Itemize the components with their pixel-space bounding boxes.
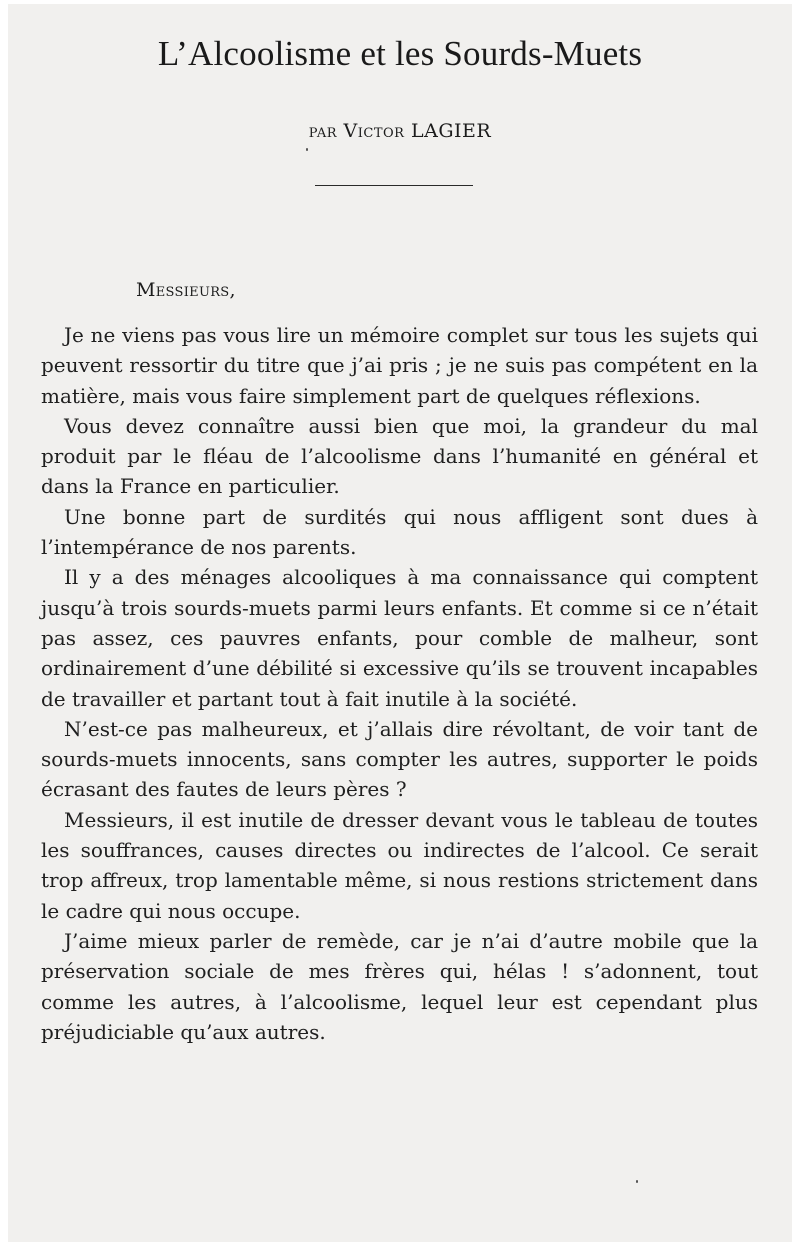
title-divider	[315, 185, 473, 186]
paragraph: J’aime mieux parler de remède, car je n’ai d’autre mobile que la préservation sociale de mes frères qui, hélas ! s’adonnent, tout comme les autres, à l’alcoolisme, lequel leur est cependant plus préjudiciable qu’aux autres.	[41, 928, 758, 1044]
article-body	[41, 320, 758, 1047]
paragraph: Messieurs, il est inutile de dresser devant vous le tableau de toutes les souffrances, causes directes ou indirectes de l’alcool. Ce serait trop affreux, trop lamentable même, si nous restions strictement dans le cadre qui nous occupe.	[41, 807, 758, 923]
paragraph: Je ne viens pas vous lire un mémoire complet sur tous les sujets qui peuvent ressortir du titre que j’ai pris ; je ne suis pas compétent en la matière, mais vous faire simplement part de quelques réflexions.	[41, 323, 758, 408]
print-speck	[306, 148, 308, 151]
paragraph: Il y a des ménages alcooliques à ma connaissance qui comptent jusqu’à trois sourds-muets parmi leurs enfants. Et comme si ce n’était pas assez, ces pauvres enfants, pour comble de malheur, sont ordinairement d’une débilité si excessive qu’ils se trouvent incapables de travailler et partant tout à fait inutile à la société.	[41, 565, 758, 711]
paragraph: N’est-ce pas malheureux, et j’allais dire révoltant, de voir tant de sourds-muets innocents, sans compter les autres, supporter le poids écrasant des fautes de leurs pères ?	[41, 716, 758, 802]
article-title: L’Alcoolisme et les Sourds-Muets	[157, 34, 643, 73]
author-byline: par Victor LAGIER	[308, 120, 492, 142]
paragraph: Vous devez connaître aussi bien que moi, la grandeur du mal produit par le fléau de l’alcoolisme dans l’humanité en général et dans la France en particulier.	[41, 413, 758, 499]
print-speck	[636, 1180, 638, 1183]
document-page	[8, 4, 792, 1242]
salutation: Messieurs,	[136, 279, 236, 301]
paragraph: Une bonne part de surdités qui nous affligent sont dues à l’intempérance de nos parents.	[41, 504, 758, 560]
